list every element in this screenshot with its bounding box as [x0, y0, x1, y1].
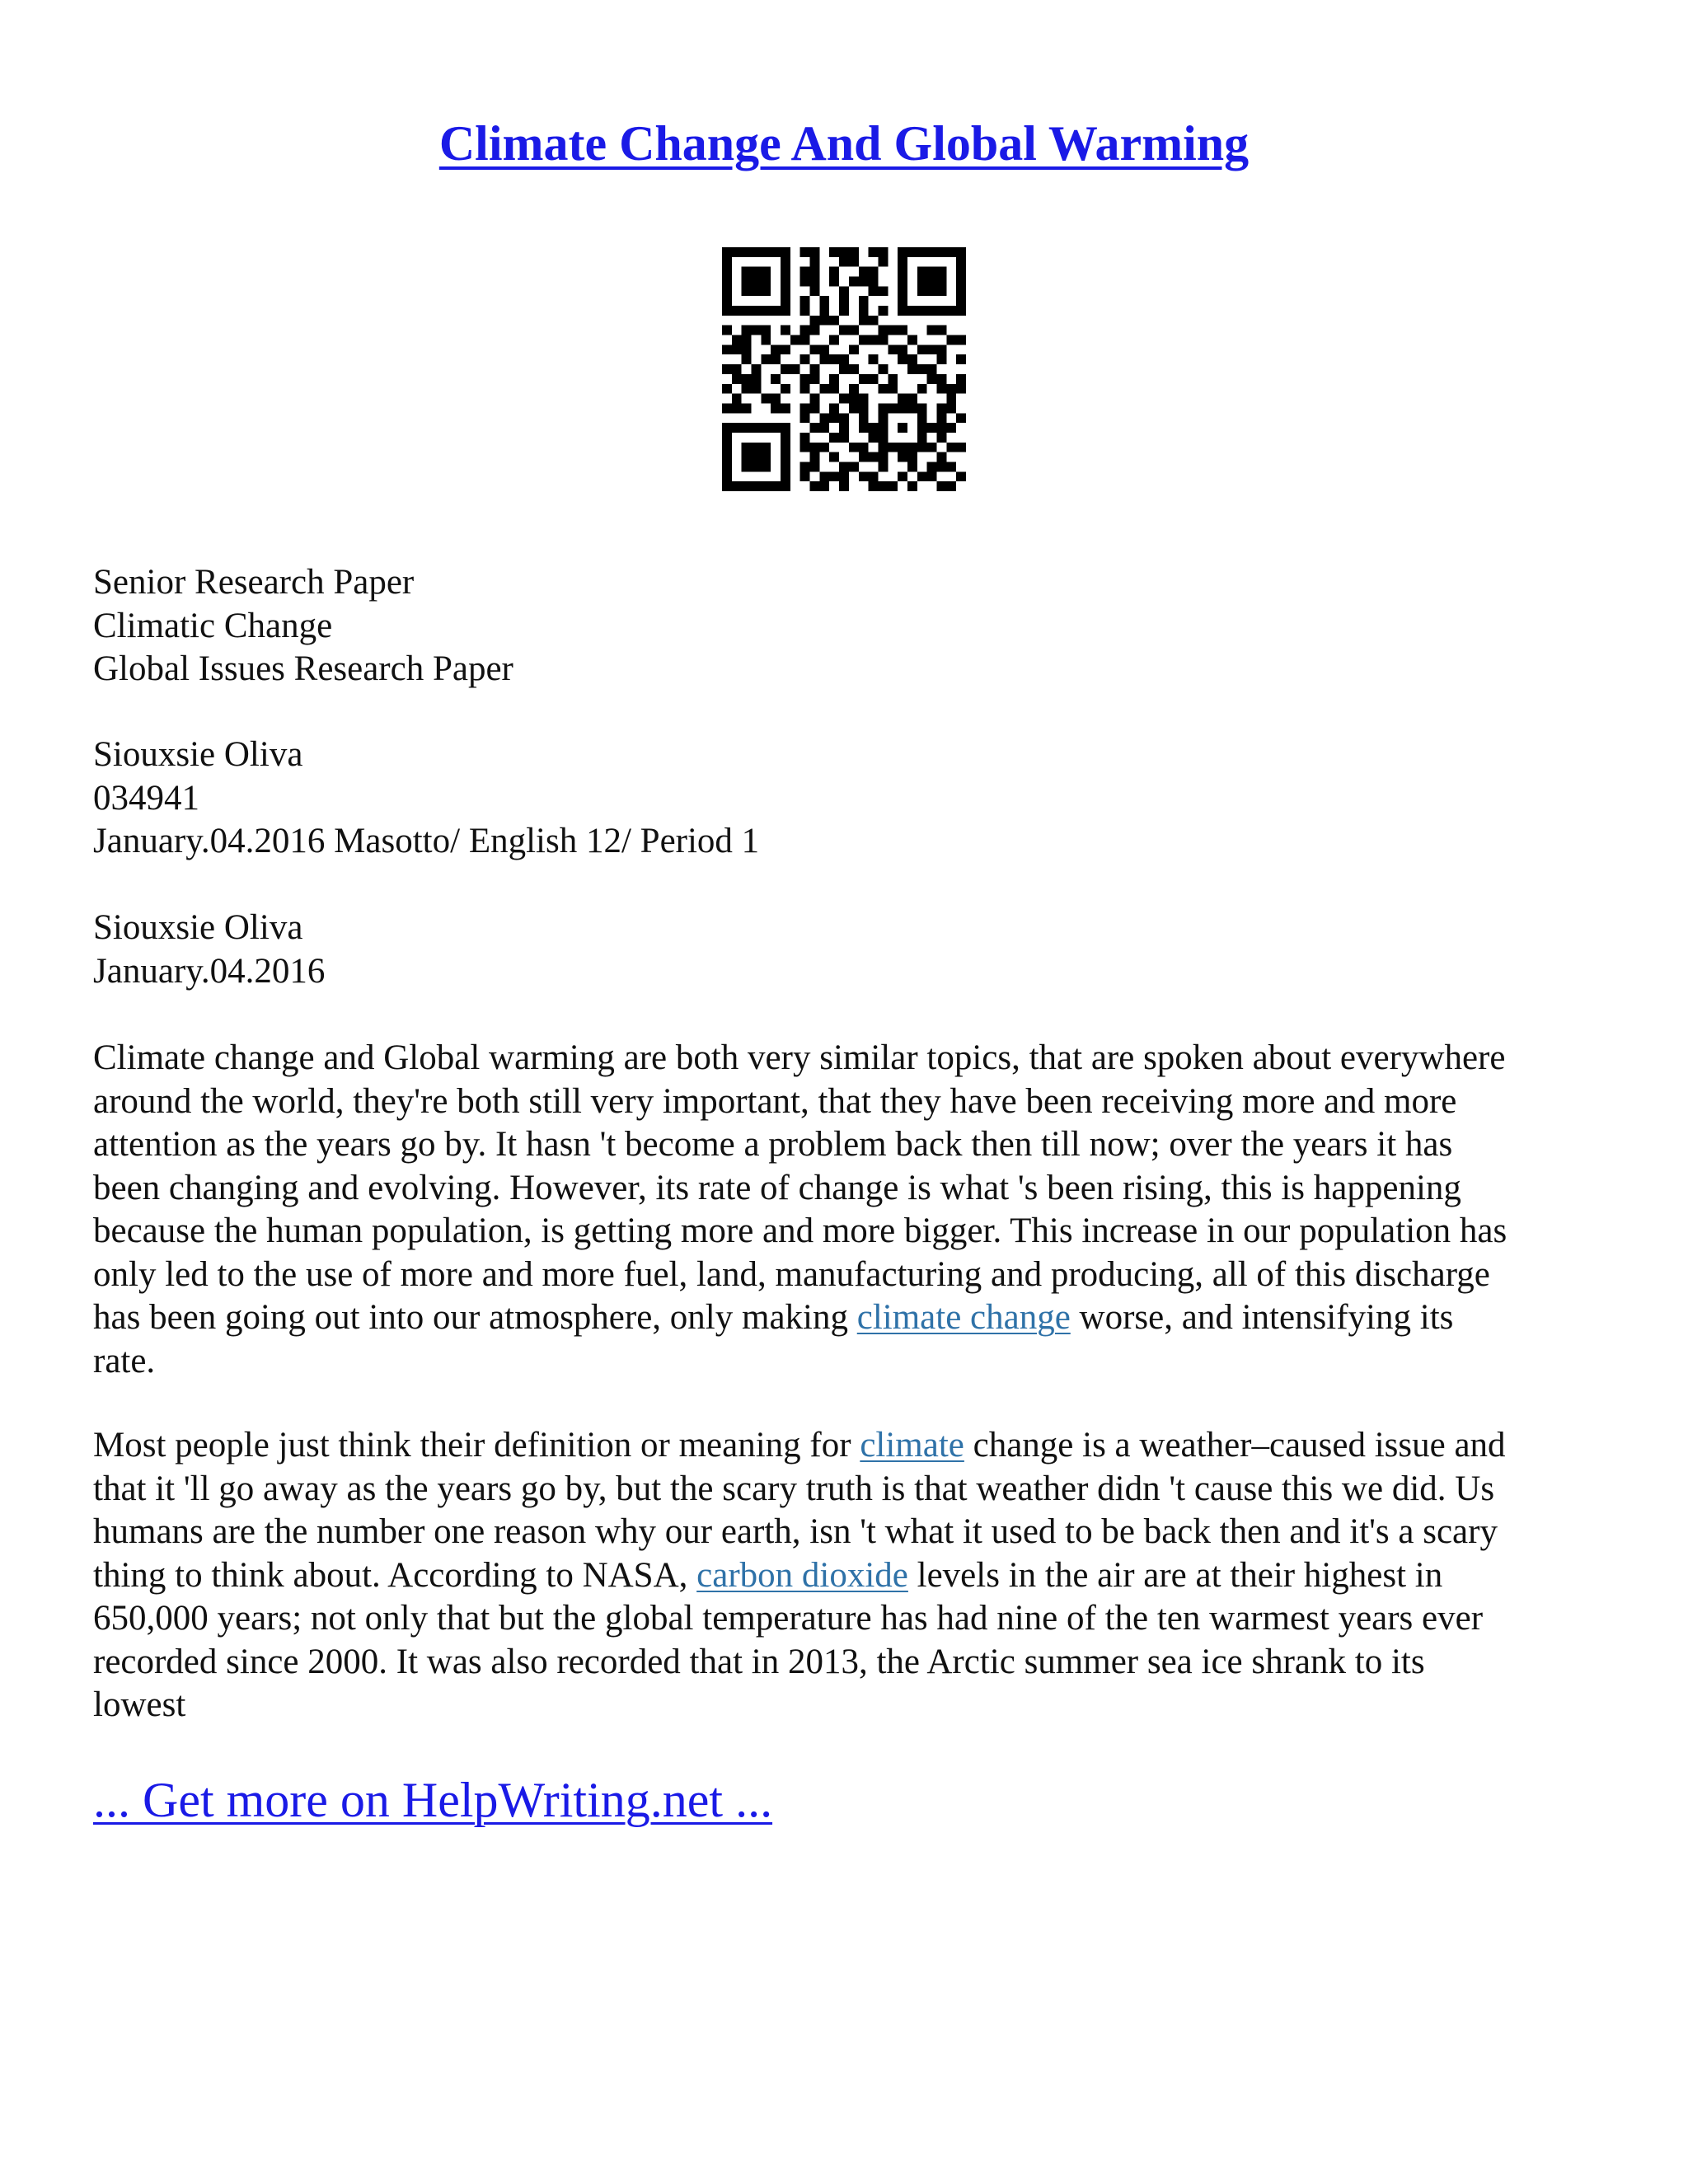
paragraph-line: recorded since 2000. It was also recorded that in 2013, the Arctic summer sea ice shrank to its [93, 1642, 1425, 1681]
text-segment: levels in the air are at their highest in [907, 1555, 1443, 1595]
carbon-dioxide-link[interactable]: carbon dioxide [696, 1555, 908, 1595]
text-segment: thing to think about. According to NASA, [93, 1555, 697, 1595]
paper-topic-line: Climatic Change [93, 606, 333, 645]
paragraph-2 [93, 1424, 1601, 1727]
paragraph-line: rate. [93, 1341, 156, 1380]
student-id: 034941 [93, 778, 199, 818]
paragraph-line [93, 1424, 1601, 1468]
paragraph-line: only led to the use of more and more fuel, land, manufacturing and producing, all of this discharge [93, 1254, 1490, 1294]
date-line: January.04.2016 [93, 951, 326, 991]
qr-code-icon [722, 247, 966, 491]
text-segment: change is a weather–caused issue and [964, 1426, 1506, 1465]
paragraph-line: humans are the number one reason why our earth, isn 't what it used to be back then and it's a scary [93, 1512, 1498, 1551]
paragraph-line: that it 'll go away as the years go by, but the scary truth is that weather didn 't cause this we did. Us [93, 1469, 1495, 1508]
paragraph-1 [93, 1037, 1601, 1383]
paragraph-line: around the world, they're both still very important, that they have been receiving more and more [93, 1081, 1457, 1121]
paragraph-line: 650,000 years; not only that but the global temperature has had nine of the ten warmest years ever [93, 1599, 1484, 1638]
paper-category-line: Global Issues Research Paper [93, 649, 513, 688]
heading-info-block [93, 907, 1601, 993]
text-segment: has been going out into our atmosphere, only making [93, 1298, 857, 1337]
paragraph-line: lowest [93, 1685, 186, 1724]
paragraph-line [93, 1554, 1601, 1598]
paragraph-line [93, 1296, 1601, 1340]
author-name-repeat: Siouxsie Oliva [93, 908, 303, 947]
paragraph-line: been changing and evolving. However, its rate of change is what 's been rising, this is happening [93, 1168, 1461, 1207]
paper-type-line: Senior Research Paper [93, 563, 415, 602]
paragraph-line: because the human population, is getting more and more bigger. This increase in our population has [93, 1212, 1507, 1250]
text-segment: Most people just think their definition or meaning for [93, 1426, 860, 1465]
date-course-line: January.04.2016 Masotto/ English 12/ Period 1 [93, 822, 760, 860]
paragraph-line: attention as the years go by. It hasn 't become a problem back then till now; over the years it has [93, 1125, 1453, 1164]
page-title-link[interactable]: Climate Change And Global Warming [438, 116, 1250, 171]
climate-change-link[interactable]: climate change [856, 1298, 1071, 1337]
climate-link[interactable]: climate [860, 1426, 964, 1465]
paper-info-block [93, 561, 1601, 691]
author-info-block [93, 733, 1601, 864]
text-segment: worse, and intensifying its [1070, 1298, 1454, 1337]
get-more-link[interactable]: ... Get more on HelpWriting.net ... [93, 1773, 773, 1827]
author-name: Siouxsie Oliva [93, 735, 303, 774]
paragraph-line: Climate change and Global warming are both very similar topics, that are spoken about everywhere [93, 1038, 1506, 1077]
